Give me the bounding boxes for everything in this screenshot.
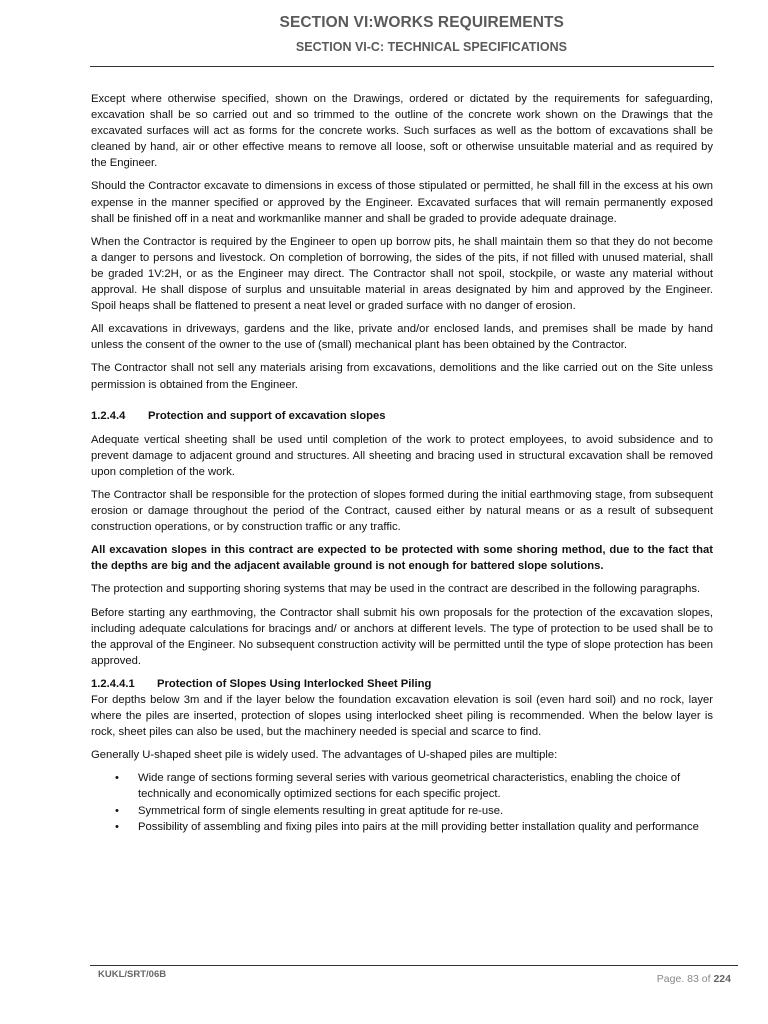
paragraph: Before starting any earthmoving, the Contractor shall submit his own proposals for the protection of the excavation slopes, including adequate calculations for bracings and/ or anchors at different levels. The type of protection to be used shall be to the approval of the Engineer. No subsequent construction activity will be permitted until the type of slope protection has been approved.	[91, 606, 713, 667]
subsection-title: Protection of Slopes Using Interlocked Sheet Piling	[157, 677, 432, 690]
section-subtitle: SECTION VI-C: TECHNICAL SPECIFICATIONS	[295, 40, 567, 54]
paragraph: The Contractor shall not sell any materials arising from excavations, demolitions and the like carried out on the Site unless permission is obtained from the Engineer.	[91, 362, 713, 391]
document-code: KUKL/SRT/06B	[98, 969, 167, 980]
paragraph: All excavations in driveways, gardens and the like, private and/or enclosed lands, and premises shall be made by hand unless the consent of the owner to the use of (small) mechanical plant has been obtained by the Contractor.	[91, 323, 713, 352]
bullet-icon: •	[115, 804, 119, 817]
page-number: 83	[687, 973, 699, 985]
list-item	[91, 819, 713, 835]
section-title: SECTION VI:WORKS REQUIREMENTS	[279, 14, 564, 31]
footer-divider	[90, 965, 738, 966]
paragraph: The protection and supporting shoring systems that may be used in the contract are described in the following paragraphs.	[91, 583, 701, 596]
page-indicator	[657, 973, 731, 985]
subsection-number: 1.2.4.4.1	[91, 677, 135, 690]
subsection-number: 1.2.4.4	[91, 409, 126, 422]
header-divider	[90, 66, 714, 67]
bullet-icon: •	[115, 820, 119, 833]
subsection-heading	[91, 408, 713, 424]
paragraph: Should the Contractor excavate to dimensions in excess of those stipulated or permitted, he shall fill in the excess at his own expense in the manner specified or approved by the Engineer. Excavated surfaces that will remain permanently exposed shall be finished off in a neat and workmanlike manner and shall be graded to provide adequate drainage.	[91, 180, 713, 225]
paragraph: Except where otherwise specified, shown on the Drawings, ordered or dictated by the requirements for safeguarding, excavation shall be so carried out and so trimmed to the outline of the concrete work shown on the Drawings that the excavated surfaces will act as forms for the concrete works. Such surfaces as well as the bottom of excavations shall be cleaned by hand, air or other effective means to remove all loose, soft or otherwise unsuitable material and as required by the Engineer.	[91, 93, 713, 170]
page-label: Page.	[656, 973, 685, 985]
paragraph: When the Contractor is required by the Engineer to open up borrow pits, he shall maintain them so that they do not become a danger to persons and livestock. On completion of borrowing, the sides of the pits, if not filled with unused material, shall be graded 1V:2H, or as the Engineer may direct. The Contractor shall not spoil, stockpile, or waste any material without approval. He shall dispose of surplus and unsuitable material in areas designated by him and approved by the Engineer. Spoil heaps shall be flattened to present a neat level or graded surface with no danger of erosion.	[91, 235, 713, 313]
of-label: of	[701, 973, 711, 985]
list-item	[91, 803, 713, 819]
paragraph: The Contractor shall be responsible for the protection of slopes formed during the initial earthmoving stage, from subsequent erosion or damage throughout the period of the Contract, caused either by natural means or as a result of subsequent construction operations, or by construction traffic or any traffic.	[91, 488, 713, 534]
paragraph: For depths below 3m and if the layer below the foundation excavation elevation is soil (even hard soil) and no rock, layer where the piles are inserted, protection of slopes using interlocked sheet piling is recommended. When the below layer is rock, sheet piles can also be used, but the machinery needed is special and scarce to find.	[91, 694, 713, 739]
bullet-icon: •	[115, 772, 119, 785]
list-item	[91, 770, 713, 802]
paragraph: Generally U-shaped sheet pile is widely used. The advantages of U-shaped piles are multiple:	[91, 749, 558, 762]
total-pages: 224	[713, 973, 731, 985]
page-header	[90, 14, 714, 54]
emphasis-paragraph: All excavation slopes in this contract are expected to be protected with some shoring method, due to the fact that the depths are big and the adjacent available ground is not enough for battered slope solutions.	[91, 544, 713, 573]
advantages-list	[91, 770, 713, 834]
list-item-text: Possibility of assembling and fixing piles into pairs at the mill providing better installation quality and performance	[138, 820, 699, 833]
subsection-heading	[91, 676, 713, 692]
subsection-title: Protection and support of excavation slopes	[148, 409, 386, 422]
paragraph: Adequate vertical sheeting shall be used until completion of the work to protect employees, to avoid subsidence and to prevent damage to adjacent ground and structures. All sheeting and bracing used in structural excavation shall be removed upon completion of the work.	[91, 433, 713, 478]
document-body	[91, 91, 713, 835]
list-item-text: Wide range of sections forming several series with various geometrical characteristics, enabling the choice of technically and economically optimized sections for each specific project.	[138, 772, 681, 801]
list-item-text: Symmetrical form of single elements resulting in great aptitude for re-use.	[138, 804, 504, 817]
